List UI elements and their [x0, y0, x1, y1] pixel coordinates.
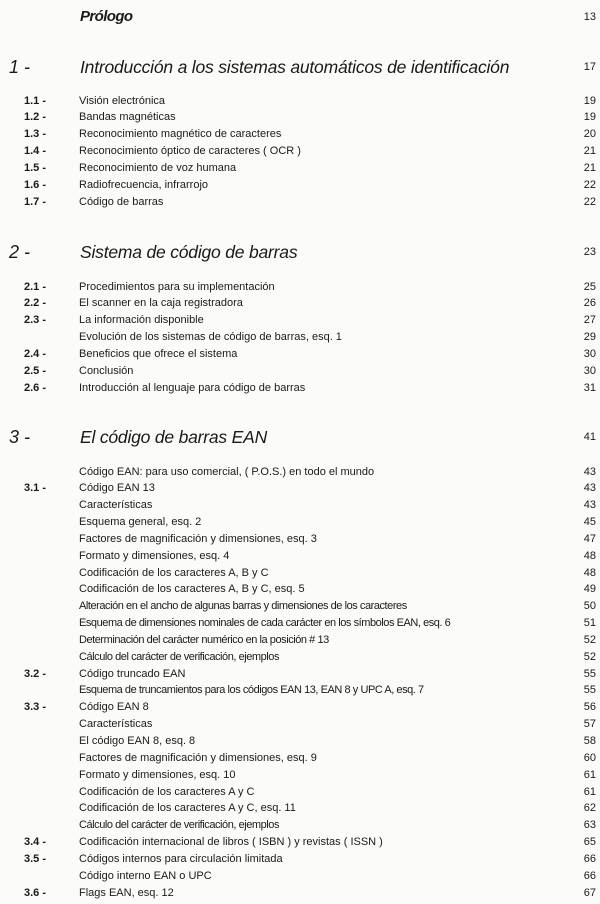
entry-page: 43: [583, 482, 596, 495]
entry-page: 51: [583, 617, 596, 630]
entry-page: 66: [583, 869, 596, 882]
chapter-title: Introducción a los sistemas automáticos de identificación: [80, 57, 510, 77]
entry-page: 19: [583, 111, 596, 124]
entry-title: El scanner en la caja registradora: [79, 297, 243, 310]
toc-entry: [0, 733, 600, 750]
entry-title: Cálculo del carácter de verificación, ejemplos: [79, 819, 280, 832]
entry-page: 60: [583, 751, 596, 764]
toc-entry: [0, 800, 600, 817]
entry-page: 58: [583, 735, 596, 747]
toc-entry: [0, 666, 600, 683]
entry-page: 31: [583, 381, 596, 394]
toc-entry: [0, 346, 600, 363]
toc-entry: [0, 784, 600, 801]
toc-entry: [0, 581, 600, 598]
entry-title: Esquema de truncamientos para los códigos EAN 13, EAN 8 y UPC A, esq. 7: [79, 684, 424, 697]
entry-title: Reconocimiento de voz humana: [79, 161, 237, 174]
entry-title: Formato y dimensiones, esq. 4: [79, 549, 230, 562]
chapter-page: 41: [583, 431, 596, 443]
entry-number: 3.2 -: [24, 667, 47, 680]
entry-page: 61: [583, 785, 596, 798]
toc-entry: [0, 329, 600, 346]
entry-title: Flags EAN, esq. 12: [79, 886, 174, 899]
entry-title: Código truncado EAN: [79, 667, 186, 680]
toc-entry: [0, 177, 600, 194]
entry-title: Factores de magnificación y dimensiones, esq. 3: [79, 532, 317, 545]
toc-entry: [0, 109, 600, 126]
toc-entry: [0, 699, 600, 716]
chapter-title: El código de barras EAN: [80, 427, 268, 447]
entry-number: 2.2 -: [24, 297, 47, 310]
entry-title: Esquema general, esq. 2: [79, 516, 202, 529]
toc-entry: [0, 380, 600, 397]
entry-title: Radiofrecuencia, infrarrojo: [79, 178, 209, 191]
entry-number: 3.4 -: [24, 836, 47, 849]
entry-title: La información disponible: [79, 314, 204, 327]
entry-title: Alteración en el ancho de algunas barras y dimensiones de los caracteres: [79, 600, 407, 613]
chapter-2-items: [0, 279, 600, 397]
toc-entry: [0, 565, 600, 582]
entry-title: Codificación de los caracteres A y C, esq. 11: [79, 802, 296, 815]
entry-number: 1.7 -: [24, 195, 47, 208]
entry-page: 21: [583, 145, 596, 158]
entry-title: Factores de magnificación y dimensiones, esq. 9: [79, 751, 317, 764]
toc-entry: [0, 682, 600, 699]
toc-entry: [0, 598, 600, 615]
entry-page: 56: [583, 701, 596, 714]
entry-title: Código EAN: para uso comercial, ( P.O.S.) en todo el mundo: [79, 465, 375, 478]
entry-number: 1.1 -: [24, 94, 47, 107]
toc-entry: [0, 851, 600, 868]
toc-entry: [0, 93, 600, 110]
entry-title: Introducción al lenguaje para código de barras: [79, 381, 306, 394]
toc-entry: [0, 126, 600, 143]
toc-entry: [0, 160, 600, 177]
toc-entry: [0, 750, 600, 767]
chapter-3-heading: [0, 425, 600, 449]
entry-page: 63: [583, 819, 596, 832]
entry-title: Reconocimiento magnético de caracteres: [79, 128, 282, 141]
chapter-title: Sistema de código de barras: [80, 242, 298, 262]
entry-title: Evolución de los sistemas de código de barras, esq. 1: [79, 331, 342, 344]
entry-page: 55: [583, 684, 596, 697]
entry-title: Conclusión: [79, 364, 134, 377]
entry-title: Características: [79, 499, 153, 512]
entry-page: 66: [583, 852, 596, 865]
entry-title: Código interno EAN o UPC: [79, 869, 212, 882]
toc-entry: [0, 716, 600, 733]
toc-entry: [0, 464, 600, 481]
entry-page: 25: [583, 280, 596, 293]
toc-entry: [0, 885, 600, 902]
chapter-1-items: [0, 93, 600, 211]
chapter-page: 23: [583, 246, 596, 258]
toc-entry: [0, 480, 600, 497]
entry-page: 48: [583, 549, 596, 562]
entry-page: 48: [583, 566, 596, 579]
entry-title: Código EAN 13: [79, 482, 155, 495]
entry-page: 47: [583, 532, 596, 545]
chapter-1-heading: [0, 55, 600, 79]
chapter-number: 3 -: [9, 427, 31, 447]
entry-title: Determinación del carácter numérico en la posición # 13: [79, 633, 329, 646]
entry-title: Bandas magnéticas: [79, 111, 176, 124]
entry-page: 43: [583, 499, 596, 512]
entry-title: Codificación internacional de libros ( ISBN ) y revistas ( ISSN ): [79, 836, 383, 849]
chapter-number: 1 -: [9, 57, 31, 77]
entry-title: Formato y dimensiones, esq. 10: [79, 768, 236, 781]
entry-number: 3.5 -: [24, 852, 47, 865]
entry-title: Codificación de los caracteres A y C: [79, 785, 255, 798]
toc-entry: [0, 194, 600, 211]
entry-number: 1.5 -: [24, 161, 47, 174]
toc-entry: [0, 615, 600, 632]
entry-page: 30: [583, 347, 596, 360]
entry-number: 3.6 -: [24, 886, 47, 899]
entry-page: 52: [583, 633, 596, 646]
entry-page: 29: [583, 331, 596, 344]
entry-page: 45: [583, 516, 596, 529]
entry-page: 22: [583, 178, 596, 191]
entry-title: Esquema de dimensiones nominales de cada carácter en los símbolos EAN, esq. 6: [79, 617, 451, 630]
entry-page: 21: [583, 161, 596, 174]
entry-number: 2.5 -: [24, 364, 47, 377]
toc-entry: [0, 868, 600, 885]
entry-page: 19: [583, 94, 596, 107]
toc-entry: [0, 548, 600, 565]
entry-title: Codificación de los caracteres A, B y C, esq. 5: [79, 583, 305, 596]
entry-title: Beneficios que ofrece el sistema: [79, 347, 238, 360]
toc-entry: [0, 497, 600, 514]
toc-entry: [0, 531, 600, 548]
entry-number: 2.4 -: [24, 347, 47, 360]
entry-title: Código de barras: [79, 195, 164, 208]
prologo-title: Prólogo: [80, 8, 133, 25]
entry-number: 1.4 -: [24, 145, 47, 158]
toc-entry: [0, 632, 600, 649]
entry-title: Códigos internos para circulación limitada: [79, 852, 283, 865]
toc-entry: [0, 312, 600, 329]
entry-number: 3.1 -: [24, 482, 47, 495]
entry-page: 67: [583, 886, 596, 899]
chapter-3-items: [0, 464, 600, 902]
toc-entry: [0, 514, 600, 531]
entry-page: 20: [583, 128, 596, 141]
entry-title: Cálculo del carácter de verificación, ejemplos: [79, 650, 280, 663]
entry-number: 2.6 -: [24, 381, 47, 394]
entry-title: Codificación de los caracteres A, B y C: [79, 566, 269, 579]
entry-page: 52: [583, 650, 596, 663]
entry-page: 55: [583, 667, 596, 680]
toc-entry: [0, 649, 600, 666]
entry-number: 1.6 -: [24, 178, 47, 191]
entry-page: 27: [583, 314, 596, 327]
entry-title: Características: [79, 718, 153, 731]
toc-entry: [0, 817, 600, 834]
toc-entry: [0, 295, 600, 312]
entry-page: 65: [583, 836, 596, 849]
entry-title: Reconocimiento óptico de caracteres ( OCR ): [79, 145, 301, 158]
entry-page: 50: [583, 600, 596, 613]
entry-page: 26: [583, 297, 596, 310]
prologo-page: 13: [583, 11, 596, 23]
entry-number: 3.3 -: [24, 701, 47, 714]
toc-entry: [0, 143, 600, 160]
entry-title: Código EAN 8: [79, 701, 149, 714]
entry-title: Visión electrónica: [79, 94, 166, 107]
chapter-2-heading: [0, 240, 600, 264]
chapter-page: 17: [583, 61, 596, 73]
entry-page: 61: [583, 768, 596, 781]
entry-page: 43: [583, 465, 596, 478]
entry-number: 1.3 -: [24, 128, 47, 141]
toc-entry: [0, 363, 600, 380]
toc-prologo: [0, 5, 600, 29]
entry-page: 49: [583, 583, 596, 596]
toc-entry: [0, 767, 600, 784]
entry-number: 2.3 -: [24, 314, 47, 327]
entry-number: 1.2 -: [24, 111, 47, 124]
entry-number: 2.1 -: [24, 280, 47, 293]
toc-entry: [0, 279, 600, 296]
entry-page: 30: [583, 364, 596, 377]
toc-entry: [0, 834, 600, 851]
entry-page: 22: [583, 195, 596, 208]
entry-page: 62: [583, 802, 596, 815]
entry-title: El código EAN 8, esq. 8: [79, 735, 196, 747]
entry-title: Procedimientos para su implementación: [79, 280, 275, 293]
chapter-number: 2 -: [9, 242, 31, 262]
entry-page: 57: [583, 718, 596, 731]
